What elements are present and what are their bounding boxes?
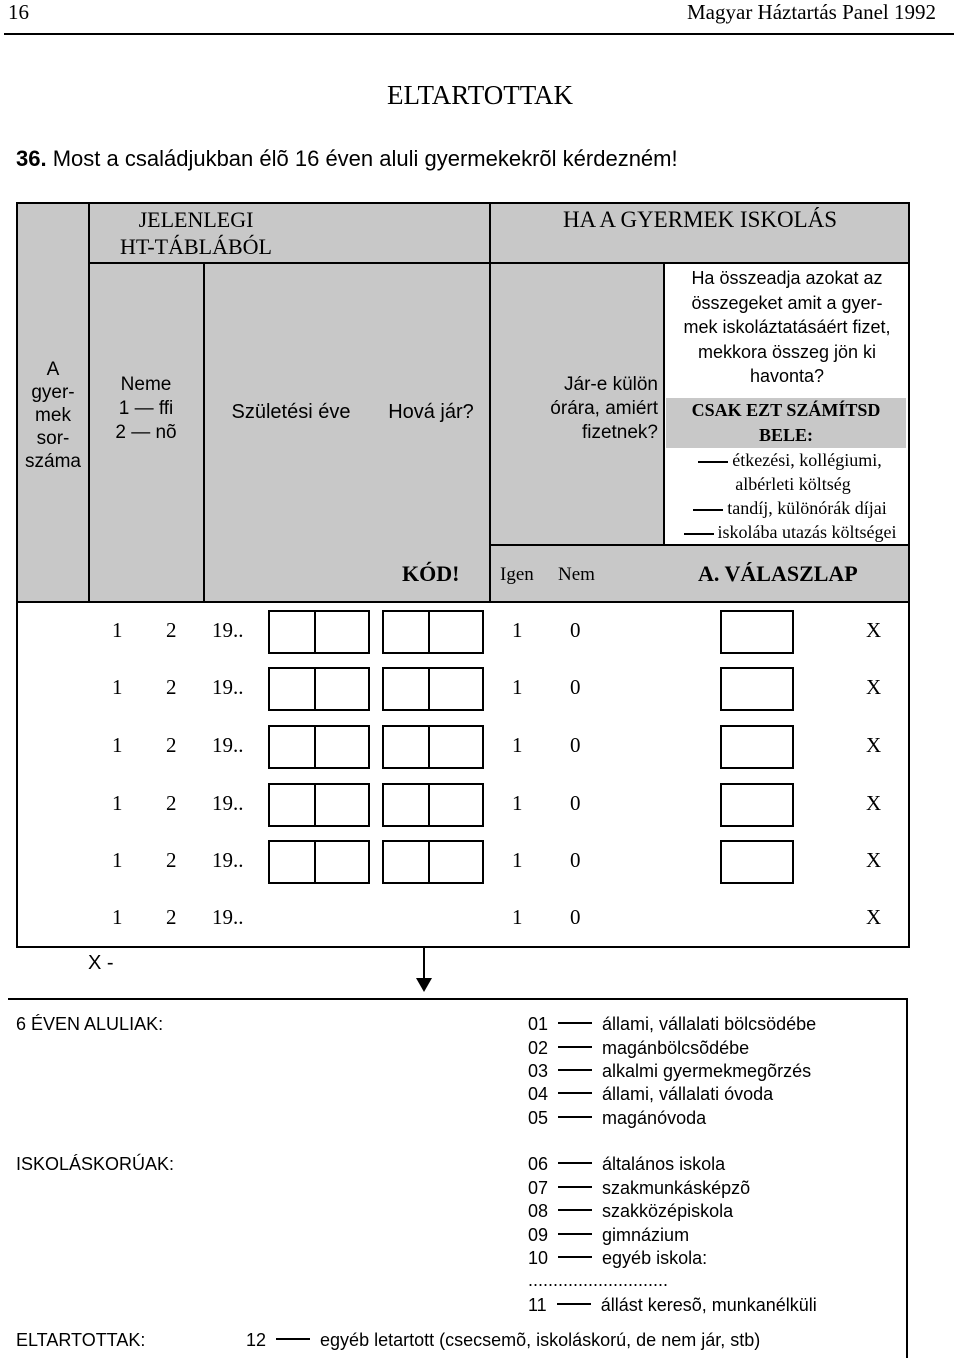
year-prefix: 19.. — [212, 733, 244, 757]
grid-line — [88, 262, 490, 264]
school-code-box[interactable] — [382, 610, 430, 654]
sex-option-2[interactable]: 2 — [166, 791, 177, 815]
sex-option-1[interactable]: 1 — [112, 675, 123, 699]
tutoring-yes[interactable]: 1 — [512, 675, 523, 699]
cost-amount-box[interactable] — [720, 667, 794, 711]
year-prefix: 19.. — [212, 675, 244, 699]
year-prefix: 19.. — [212, 905, 244, 929]
cost-line: mek iskoláztatásáért fizet, — [683, 317, 891, 337]
sex-option-2[interactable]: 2 — [166, 675, 177, 699]
tutoring-no[interactable]: 0 — [570, 675, 581, 699]
school-age-label: ISKOLÁSKORÚAK: — [16, 1154, 175, 1174]
dash-icon — [558, 1186, 592, 1188]
cost-item: iskolába utazás költségei — [668, 520, 908, 544]
code-item: 04 állami, vállalati óvoda — [528, 1084, 774, 1104]
dash-icon — [698, 461, 728, 463]
sex-option-1[interactable]: 1 — [112, 848, 123, 872]
cost-question — [666, 266, 908, 389]
tutoring-yes[interactable]: 1 — [512, 733, 523, 757]
question — [16, 146, 678, 172]
dash-icon — [558, 1046, 592, 1048]
year-digit-box[interactable] — [314, 667, 370, 711]
tutoring-no[interactable]: 0 — [570, 791, 581, 815]
x-mark[interactable]: X — [866, 733, 882, 757]
code-item: 03 alkalmi gyermekmegõrzés — [528, 1061, 812, 1081]
cost-item: étkezési, kollégiumi, — [668, 448, 908, 472]
code-item: 11 állást keresõ, munkanélküli — [528, 1295, 817, 1315]
dash-icon — [557, 1303, 591, 1305]
grid-line — [203, 262, 205, 602]
x-mark[interactable]: X — [866, 791, 882, 815]
question-number: 36. — [16, 146, 47, 171]
publication-title: Magyar Háztartás Panel 1992 — [687, 0, 936, 24]
col-tutoring: Jár-e külön órára, amiért fizetnek? — [550, 374, 658, 443]
code-item: 10 egyéb iskola: — [528, 1248, 708, 1268]
group-current-household: JELENLEGI HT-TÁBLÁBÓL — [120, 207, 272, 259]
dash-icon — [684, 533, 714, 535]
cost-line: havonta? — [749, 366, 825, 386]
arrow-shaft — [423, 948, 425, 982]
group-if-school: HA A GYERMEK ISKOLÁS — [562, 207, 838, 232]
dash-icon — [558, 1092, 592, 1094]
dash-icon — [558, 1022, 592, 1024]
school-code-box[interactable] — [382, 783, 430, 827]
yes-label: Igen — [500, 564, 534, 585]
col-where-goes: Hová jár? — [388, 401, 474, 423]
school-code-box[interactable] — [428, 840, 484, 884]
cost-line: mekkora összeg jön ki — [697, 341, 877, 362]
code-item: 07 szakmunkásképzõ — [528, 1178, 751, 1198]
tutoring-no[interactable]: 0 — [570, 848, 581, 872]
year-digit-box[interactable] — [314, 610, 370, 654]
cost-amount-box[interactable] — [720, 610, 794, 654]
table-row — [0, 783, 960, 831]
sex-option-2[interactable]: 2 — [166, 848, 177, 872]
table-row — [0, 840, 960, 888]
grid-line — [663, 262, 665, 544]
sex-option-2[interactable]: 2 — [166, 618, 177, 642]
table-row — [0, 667, 960, 715]
cost-items — [668, 448, 908, 544]
code-item: 06 általános iskola — [528, 1154, 726, 1174]
year-digit-box[interactable] — [268, 610, 316, 654]
under6-label: 6 ÉVEN ALULIAK: — [16, 1014, 164, 1034]
x-mark[interactable]: X — [866, 618, 882, 642]
school-code-box[interactable] — [382, 725, 430, 769]
cost-line: összegeket amit a gyer- — [691, 292, 883, 313]
section-title: ELTARTOTTAK — [386, 80, 574, 110]
dash-icon — [558, 1116, 592, 1118]
tutoring-yes[interactable]: 1 — [512, 905, 523, 929]
cost-item: albérleti költség — [735, 474, 851, 494]
year-digit-box[interactable] — [314, 840, 370, 884]
question-text: Most a családjukban élõ 16 éven aluli gyermekekrõl kérdezném! — [52, 146, 678, 171]
header-rule — [4, 33, 954, 35]
code-item: 08 szakközépiskola — [528, 1201, 734, 1221]
sex-option-1[interactable]: 1 — [112, 733, 123, 757]
cost-amount-box[interactable] — [720, 783, 794, 827]
school-code-box[interactable] — [382, 667, 430, 711]
sex-option-1[interactable]: 1 — [112, 791, 123, 815]
dependents-label: ELTARTOTTAK: — [16, 1330, 146, 1350]
table-row — [0, 610, 960, 658]
year-digit-box[interactable] — [314, 783, 370, 827]
year-digit-box[interactable] — [268, 725, 316, 769]
dash-icon — [558, 1162, 592, 1164]
year-prefix: 19.. — [212, 791, 244, 815]
school-code-box[interactable] — [382, 840, 430, 884]
cost-item: tandíj, különórák díjai — [668, 496, 908, 520]
school-code-box[interactable] — [428, 667, 484, 711]
x-mark[interactable]: X — [866, 848, 882, 872]
sex-option-2[interactable]: 2 — [166, 733, 177, 757]
tutoring-yes[interactable]: 1 — [512, 848, 523, 872]
tutoring-yes[interactable]: 1 — [512, 618, 523, 642]
cost-amount-box[interactable] — [720, 840, 794, 884]
answer-sheet-label: A. VÁLASZLAP — [698, 561, 858, 586]
tutoring-yes[interactable]: 1 — [512, 791, 523, 815]
no-label: Nem — [558, 564, 595, 585]
grid-line — [16, 601, 910, 603]
cost-line: Ha összeadja azokat az — [691, 268, 883, 288]
other-school-dots: ............................ — [528, 1270, 669, 1290]
kod-label: KÓD! — [402, 561, 460, 586]
col-child-number: A gyer- mek sor- száma — [25, 359, 81, 472]
dash-icon — [693, 509, 723, 511]
grid-line — [490, 544, 910, 546]
dash-icon — [558, 1256, 592, 1258]
table-row — [0, 897, 960, 945]
grid-line — [490, 262, 910, 264]
code-item: 09 gimnázium — [528, 1225, 690, 1245]
year-digit-box[interactable] — [268, 840, 316, 884]
tutoring-no[interactable]: 0 — [570, 618, 581, 642]
cost-amount-box[interactable] — [720, 725, 794, 769]
table-row — [0, 725, 960, 773]
code-item: 02 magánbölcsõdébe — [528, 1038, 750, 1058]
sex-option-2[interactable]: 2 — [166, 905, 177, 929]
code-item: 05 magánóvoda — [528, 1108, 707, 1128]
x-mark[interactable]: X — [866, 675, 882, 699]
x-mark[interactable]: X — [866, 905, 882, 929]
year-digit-box[interactable] — [314, 725, 370, 769]
year-digit-box[interactable] — [268, 667, 316, 711]
sex-option-1[interactable]: 1 — [112, 618, 123, 642]
year-prefix: 19.. — [212, 848, 244, 872]
x-note: X - — [88, 952, 114, 974]
cost-highlight: CSAK EZT SZÁMÍTSD BELE: — [666, 398, 906, 448]
code-item: 01 állami, vállalati bölcsödébe — [528, 1014, 817, 1034]
col-sex: Neme 1 — ffi 2 — nõ — [115, 374, 177, 443]
school-code-box[interactable] — [428, 610, 484, 654]
year-digit-box[interactable] — [268, 783, 316, 827]
dash-icon — [558, 1209, 592, 1211]
code-item: 12 egyéb letartott (csecsemõ, iskoláskorú, de nem jár, stb) — [246, 1330, 761, 1350]
col-birth-year: Születési éve — [231, 401, 351, 423]
tutoring-no[interactable]: 0 — [570, 905, 581, 929]
tutoring-no[interactable]: 0 — [570, 733, 581, 757]
dash-icon — [558, 1233, 592, 1235]
dash-icon — [558, 1069, 592, 1071]
year-prefix: 19.. — [212, 618, 244, 642]
sex-option-1[interactable]: 1 — [112, 905, 123, 929]
down-arrow-icon — [416, 978, 432, 992]
school-code-box[interactable] — [428, 725, 484, 769]
school-code-box[interactable] — [428, 783, 484, 827]
dash-icon — [276, 1338, 310, 1340]
page-number: 16 — [8, 0, 29, 24]
